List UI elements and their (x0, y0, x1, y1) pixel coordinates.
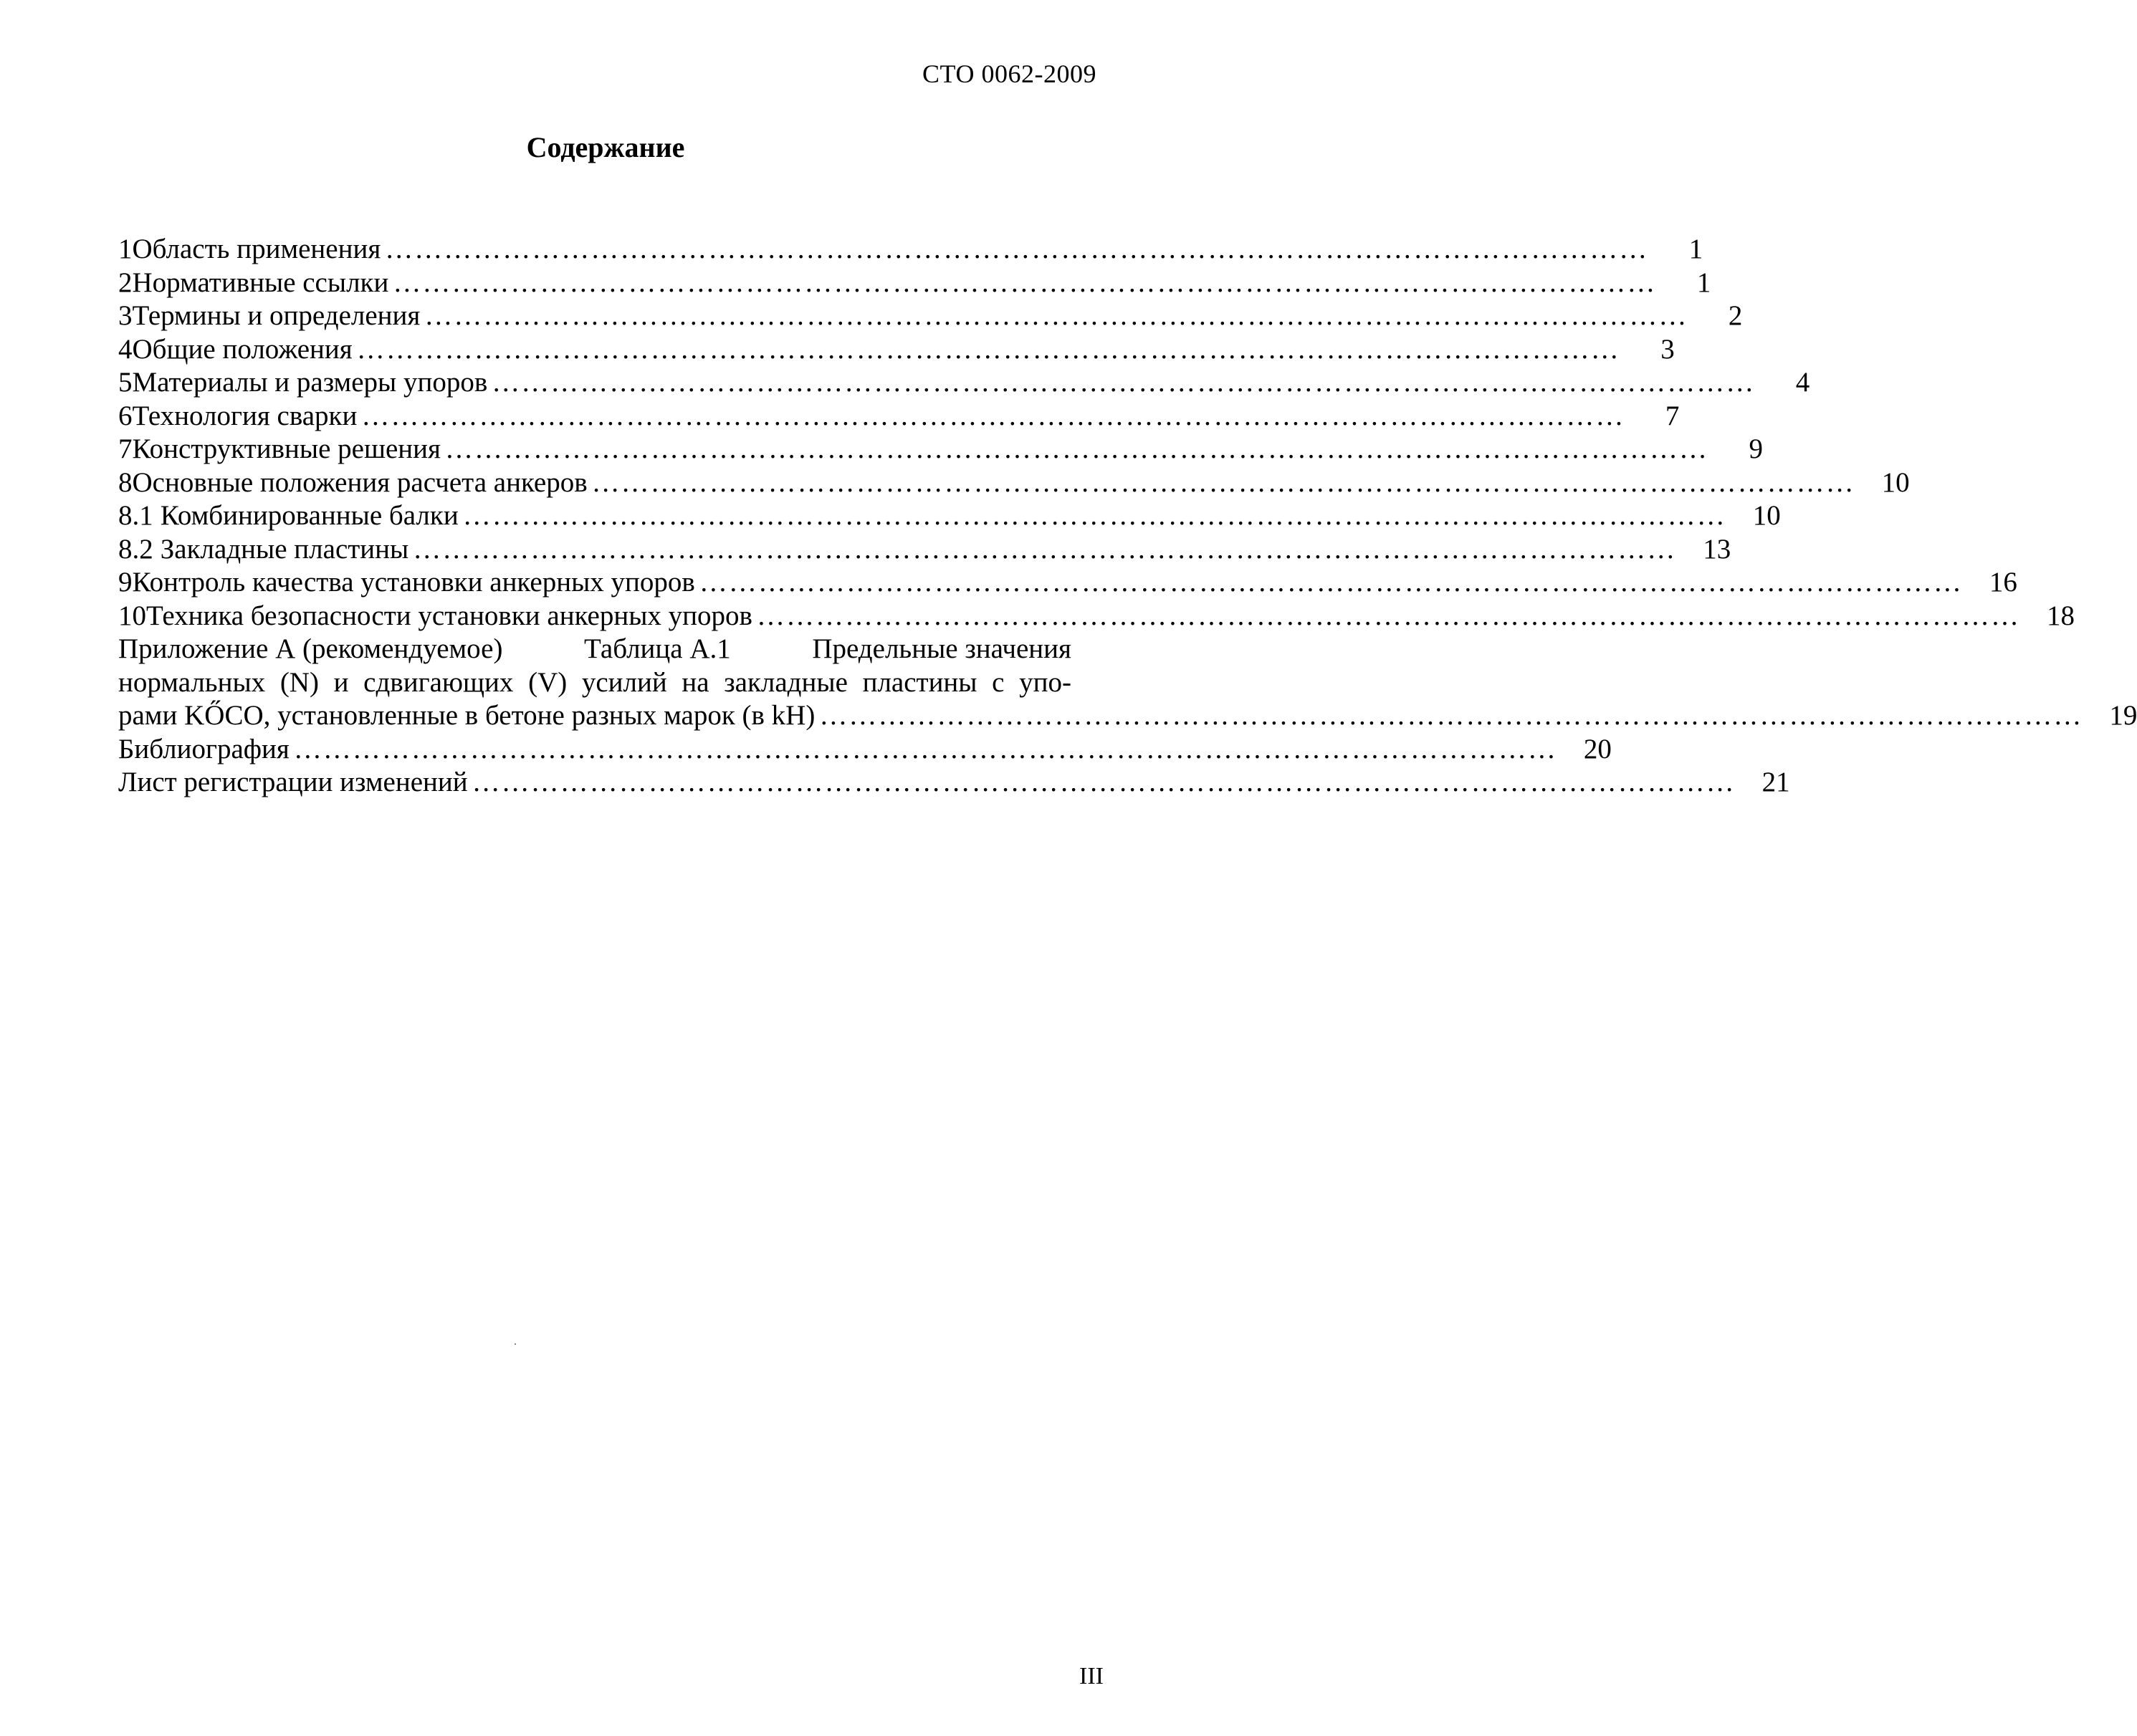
toc-item[interactable] (118, 366, 1810, 400)
toc-item-page: 16 (1989, 567, 2017, 598)
toc-item-title: Контроль качества установки анкерных упоров (132, 567, 695, 598)
toc-item-page: 20 (1583, 733, 1612, 764)
toc-item-page: 2 (1728, 300, 1743, 331)
toc-item-number: 3 (118, 300, 133, 331)
toc-item-number: 8.2 (118, 533, 153, 565)
toc-item[interactable] (118, 400, 1680, 433)
toc-item-number: 8.1 (118, 500, 153, 531)
toc-leader-dots: ………………………………………………………………………………………………………………… (393, 267, 1657, 298)
toc-item-page: 1 (1696, 267, 1711, 298)
toc-leader-dots: ………………………………………………………………………………………………………………… (492, 367, 1756, 398)
toc-item-title: Термины и определения (132, 300, 421, 331)
toc-item-page: 7 (1665, 400, 1680, 431)
toc-leader-dots: ………………………………………………………………………………………………………………… (591, 466, 1855, 498)
toc-item-page: 1 (1688, 234, 1703, 264)
toc-item-page: 3 (1660, 333, 1675, 365)
toc-item-number: 4 (118, 333, 133, 365)
toc-item[interactable] (118, 233, 1703, 267)
toc-annex-entry[interactable] (118, 633, 2137, 733)
annex-title-start: Предельные значения (812, 633, 1071, 664)
toc-leader-dots: ………………………………………………………………………………………………………………… (472, 767, 1736, 797)
annex-first-line (118, 633, 1071, 666)
toc-item-page: 18 (2046, 600, 2075, 631)
toc-item-title: Общие положения (132, 333, 353, 365)
toc-item-title: Конструктивные решения (132, 433, 441, 464)
toc-item[interactable] (118, 299, 1743, 333)
toc-item[interactable] (118, 533, 1731, 567)
toc-item-title: Библиография (118, 733, 290, 764)
toc-item[interactable] (118, 466, 1910, 500)
table-of-contents (118, 233, 2137, 800)
toc-leader-dots: ………………………………………………………………………………………………………………… (462, 500, 1726, 531)
toc-item[interactable] (118, 566, 2017, 600)
toc-leader-dots: ………………………………………………………………………………………………………………… (385, 234, 1649, 264)
annex-third-line (118, 699, 2137, 733)
toc-item[interactable] (118, 267, 1711, 300)
toc-leader-dots: ………………………………………………………………………………………………………………… (819, 700, 2083, 731)
toc-item[interactable] (118, 433, 1763, 466)
annex-table-label: Таблица А.1 (584, 633, 731, 664)
toc-item-title: Основные положения расчета анкеров (132, 466, 588, 498)
toc-item-title: Технология сварки (132, 400, 358, 431)
toc-item-page: 10 (1881, 466, 1910, 498)
toc-item-number: 5 (118, 367, 133, 398)
toc-item-title: Лист регистрации изменений (118, 767, 468, 797)
toc-leader-dots: ………………………………………………………………………………………………………………… (756, 600, 2020, 631)
toc-leader-dots: ………………………………………………………………………………………………………………… (424, 300, 1688, 331)
toc-item-title: Техника безопасности установки анкерных упоров (146, 600, 752, 631)
toc-item-title: Нормативные ссылки (132, 267, 389, 298)
toc-item[interactable] (118, 333, 1675, 367)
toc-item-page: 9 (1749, 433, 1763, 464)
toc-item-title: Комбинированные балки (160, 500, 459, 531)
toc-item[interactable] (118, 499, 1781, 533)
annex-title-end: рами KŐCO, установленные в бетоне разных марок (в kH) (118, 700, 816, 731)
toc-item-title: Область применения (132, 234, 381, 264)
toc-item-number: 2 (118, 267, 133, 298)
toc-leader-dots: ………………………………………………………………………………………………………………… (699, 567, 1963, 598)
toc-leader-dots: ………………………………………………………………………………………………………………… (445, 433, 1708, 464)
toc-item-page: 21 (1761, 767, 1790, 797)
toc-leader-dots: ………………………………………………………………………………………………………………… (413, 533, 1677, 565)
page-title: Содержание (526, 131, 685, 163)
toc-item-title: Закладные пластины (160, 533, 409, 565)
annex-second-line: нормальных (N) и сдвигающих (V) усилий на закладные пластины с упо- (118, 666, 1071, 698)
toc-item-page: 19 (2109, 700, 2137, 731)
toc-item-number: 8 (118, 466, 133, 498)
toc-item-page: 13 (1703, 533, 1731, 565)
toc-leader-dots: ………………………………………………………………………………………………………………… (293, 733, 1557, 764)
toc-item-change-log[interactable] (118, 766, 1790, 800)
toc-leader-dots: ………………………………………………………………………………………………………………… (356, 333, 1620, 365)
toc-item-number: 6 (118, 400, 133, 431)
toc-item-number: 10 (118, 600, 146, 631)
toc-leader-dots: ………………………………………………………………………………………………………………… (361, 400, 1625, 431)
toc-item-number: 1 (118, 234, 133, 264)
toc-item-page: 4 (1795, 367, 1810, 398)
toc-item-title: Материалы и размеры упоров (132, 367, 488, 398)
page-number: III (1079, 1663, 1104, 1689)
toc-item-number: 7 (118, 433, 133, 464)
scan-speck (515, 1343, 516, 1345)
toc-item-number: 9 (118, 567, 133, 598)
toc-item[interactable] (118, 600, 2075, 633)
toc-item-page: 10 (1752, 500, 1781, 531)
annex-label: Приложение А (рекомендуемое) (118, 633, 503, 664)
document-code: СТО 0062-2009 (922, 59, 1096, 88)
toc-item-bibliography[interactable] (118, 733, 1612, 767)
